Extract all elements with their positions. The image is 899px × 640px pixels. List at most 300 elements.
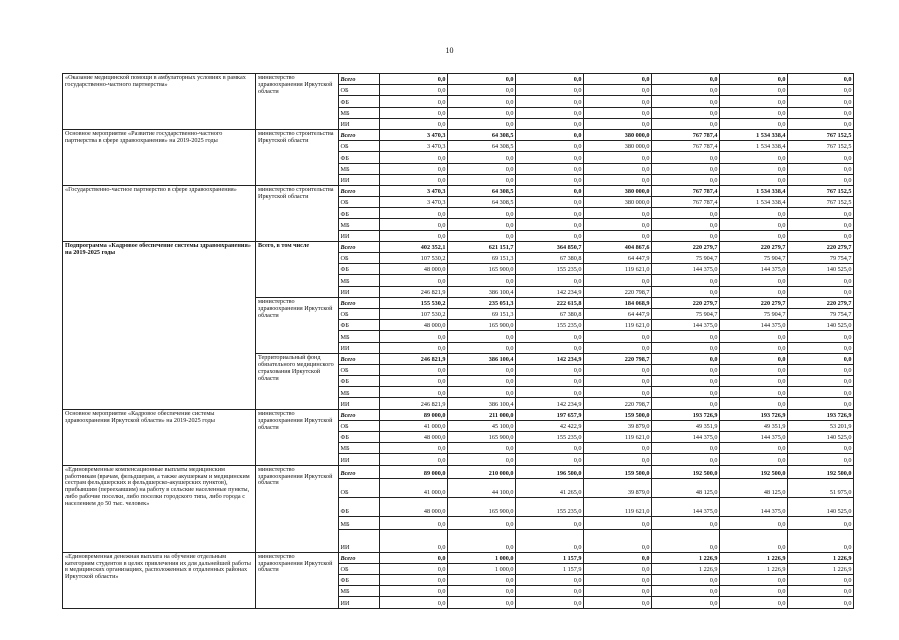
amount-cell: 0,0 bbox=[720, 152, 788, 163]
table-row bbox=[63, 185, 854, 196]
amount-cell: 0,0 bbox=[652, 398, 720, 409]
amount-cell: 0,0 bbox=[584, 376, 652, 387]
funding-source-cell: Всего bbox=[339, 409, 380, 420]
amount-cell: 0,0 bbox=[788, 342, 854, 353]
amount-cell: 0,0 bbox=[788, 286, 854, 297]
amount-cell: 0,0 bbox=[584, 152, 652, 163]
amount-cell: 0,0 bbox=[516, 141, 584, 152]
funding-source-cell: Всего bbox=[339, 185, 380, 196]
amount-cell: 192 500,0 bbox=[720, 465, 788, 478]
amount-cell: 0,0 bbox=[788, 275, 854, 286]
amount-cell: 3 470,3 bbox=[380, 185, 448, 196]
amount-cell: 0,0 bbox=[584, 163, 652, 174]
amount-cell: 0,0 bbox=[584, 563, 652, 574]
amount-cell: 0,0 bbox=[652, 230, 720, 241]
table-row bbox=[63, 465, 854, 478]
amount-cell: 0,0 bbox=[448, 208, 516, 219]
amount-cell: 0,0 bbox=[448, 387, 516, 398]
amount-cell: 0,0 bbox=[788, 516, 854, 529]
amount-cell: 0,0 bbox=[584, 107, 652, 118]
amount-cell: 0,0 bbox=[584, 597, 652, 608]
amount-cell: 1 157,9 bbox=[516, 552, 584, 563]
amount-cell: 0,0 bbox=[448, 574, 516, 585]
amount-cell: 0,0 bbox=[788, 364, 854, 375]
amount-cell: 0,0 bbox=[720, 387, 788, 398]
amount-cell: 0,0 bbox=[380, 552, 448, 563]
amount-cell: 0,0 bbox=[652, 342, 720, 353]
funding-source-cell: ОБ bbox=[339, 420, 380, 431]
amount-cell: 0,0 bbox=[720, 219, 788, 230]
amount-cell: 380 000,0 bbox=[584, 185, 652, 196]
amount-cell: 69 151,3 bbox=[448, 253, 516, 264]
amount-cell: 75 904,7 bbox=[720, 308, 788, 319]
funding-source-cell: Всего bbox=[339, 74, 380, 85]
amount-cell: 0,0 bbox=[380, 219, 448, 230]
amount-cell: 67 380,8 bbox=[516, 253, 584, 264]
amount-cell: 380 000,0 bbox=[584, 141, 652, 152]
amount-cell: 0,0 bbox=[720, 331, 788, 342]
amount-cell: 0,0 bbox=[516, 586, 584, 597]
amount-cell: 67 380,8 bbox=[516, 308, 584, 319]
amount-cell: 79 754,7 bbox=[788, 253, 854, 264]
program-name-cell: «Государственно-частное партнерство в сфере здравоохранения» bbox=[63, 185, 256, 241]
amount-cell: 0,0 bbox=[516, 342, 584, 353]
amount-cell: 0,0 bbox=[652, 107, 720, 118]
amount-cell: 1 226,9 bbox=[788, 563, 854, 574]
amount-cell: 0,0 bbox=[380, 208, 448, 219]
funding-source-cell: ОБ bbox=[339, 478, 380, 497]
amount-cell: 159 500,0 bbox=[584, 465, 652, 478]
amount-cell: 0,0 bbox=[720, 597, 788, 608]
amount-cell: 140 525,0 bbox=[788, 320, 854, 331]
amount-cell: 75 904,7 bbox=[720, 253, 788, 264]
amount-cell: 0,0 bbox=[652, 387, 720, 398]
amount-cell: 140 525,0 bbox=[788, 264, 854, 275]
program-name-cell: Основное мероприятие «Кадровое обеспечение системы здравоохранения Иркутской области» на 2019-2025 годы bbox=[63, 409, 256, 465]
amount-cell: 0,0 bbox=[380, 174, 448, 185]
amount-cell: 0,0 bbox=[584, 454, 652, 465]
amount-cell: 0,0 bbox=[652, 118, 720, 129]
funding-source-cell: ИИ bbox=[339, 230, 380, 241]
amount-cell: 0,0 bbox=[652, 208, 720, 219]
amount-cell: 0,0 bbox=[652, 74, 720, 85]
program-name-cell: «Оказание медицинской помощи в амбулаторных условиях в рамках государственно-частного партнерства» bbox=[63, 74, 256, 130]
funding-source-cell: ФБ bbox=[339, 320, 380, 331]
amount-cell: 0,0 bbox=[652, 286, 720, 297]
budget-table bbox=[62, 73, 854, 609]
amount-cell: 0,0 bbox=[652, 174, 720, 185]
amount-cell: 0,0 bbox=[380, 107, 448, 118]
amount-cell: 0,0 bbox=[516, 85, 584, 96]
funding-source-cell: МБ bbox=[339, 219, 380, 230]
table-row bbox=[63, 129, 854, 140]
amount-cell: 0,0 bbox=[448, 364, 516, 375]
amount-cell: 220 279,7 bbox=[788, 297, 854, 308]
amount-cell: 75 904,7 bbox=[652, 308, 720, 319]
amount-cell: 3 470,3 bbox=[380, 197, 448, 208]
amount-cell: 48 000,0 bbox=[380, 264, 448, 275]
amount-cell: 119 621,0 bbox=[584, 432, 652, 443]
amount-cell: 0,0 bbox=[720, 174, 788, 185]
amount-cell: 0,0 bbox=[380, 454, 448, 465]
program-name-cell: «Единовременные компенсационные выплаты медицинским работникам (врачам, фельдшерам, а также акушеркам и медицинским сестрам фельдшерских и фельдшерско-акушерских пунктов), прибывшим (переехавшим) на работу в сельские населенные пункты, либо рабочие поселки, либо поселки городского типа, либо города с населением до 50 тыс. человек» bbox=[63, 465, 256, 552]
amount-cell: 0,0 bbox=[788, 353, 854, 364]
amount-cell: 0,0 bbox=[584, 275, 652, 286]
amount-cell: 246 821,9 bbox=[380, 286, 448, 297]
table-row bbox=[63, 552, 854, 563]
amount-cell: 142 234,9 bbox=[516, 398, 584, 409]
amount-cell: 39 879,0 bbox=[584, 420, 652, 431]
amount-cell: 193 726,9 bbox=[652, 409, 720, 420]
amount-cell: 621 151,7 bbox=[448, 241, 516, 252]
amount-cell: 767 787,4 bbox=[652, 141, 720, 152]
amount-cell: 0,0 bbox=[720, 275, 788, 286]
amount-cell: 0,0 bbox=[584, 118, 652, 129]
amount-cell: 197 657,9 bbox=[516, 409, 584, 420]
amount-cell: 193 726,9 bbox=[788, 409, 854, 420]
amount-cell: 0,0 bbox=[448, 597, 516, 608]
amount-cell: 0,0 bbox=[788, 85, 854, 96]
amount-cell: 0,0 bbox=[448, 454, 516, 465]
amount-cell: 0,0 bbox=[516, 118, 584, 129]
amount-cell: 0,0 bbox=[584, 96, 652, 107]
amount-cell: 404 867,6 bbox=[584, 241, 652, 252]
amount-cell: 0,0 bbox=[584, 443, 652, 454]
amount-cell: 767 152,5 bbox=[788, 185, 854, 196]
amount-cell: 3 470,3 bbox=[380, 129, 448, 140]
amount-cell: 0,0 bbox=[652, 163, 720, 174]
amount-cell: 0,0 bbox=[788, 96, 854, 107]
amount-cell: 0,0 bbox=[652, 85, 720, 96]
funding-source-cell: ОБ bbox=[339, 563, 380, 574]
amount-cell: 0,0 bbox=[584, 529, 652, 552]
amount-cell: 75 904,7 bbox=[652, 253, 720, 264]
amount-cell: 0,0 bbox=[584, 586, 652, 597]
amount-cell: 0,0 bbox=[516, 185, 584, 196]
amount-cell: 0,0 bbox=[788, 331, 854, 342]
amount-cell: 0,0 bbox=[788, 597, 854, 608]
amount-cell: 0,0 bbox=[380, 74, 448, 85]
amount-cell: 0,0 bbox=[720, 118, 788, 129]
amount-cell: 0,0 bbox=[652, 597, 720, 608]
amount-cell: 64 308,5 bbox=[448, 141, 516, 152]
amount-cell: 155 235,0 bbox=[516, 264, 584, 275]
amount-cell: 767 152,5 bbox=[788, 197, 854, 208]
funding-source-cell: ИИ bbox=[339, 118, 380, 129]
amount-cell: 767 787,4 bbox=[652, 129, 720, 140]
amount-cell: 53 201,9 bbox=[788, 420, 854, 431]
amount-cell: 142 234,9 bbox=[516, 353, 584, 364]
funding-source-cell: ОБ bbox=[339, 141, 380, 152]
amount-cell: 1 226,9 bbox=[652, 552, 720, 563]
funding-source-cell: МБ bbox=[339, 516, 380, 529]
amount-cell: 220 798,7 bbox=[584, 398, 652, 409]
amount-cell: 1 534 338,4 bbox=[720, 197, 788, 208]
funding-source-cell: ИИ bbox=[339, 597, 380, 608]
amount-cell: 89 000,0 bbox=[380, 409, 448, 420]
amount-cell: 380 000,0 bbox=[584, 129, 652, 140]
amount-cell: 0,0 bbox=[720, 163, 788, 174]
amount-cell: 0,0 bbox=[788, 586, 854, 597]
amount-cell: 196 500,0 bbox=[516, 465, 584, 478]
amount-cell: 0,0 bbox=[448, 219, 516, 230]
funding-source-cell: ФБ bbox=[339, 208, 380, 219]
funding-source-cell: Всего bbox=[339, 129, 380, 140]
amount-cell: 0,0 bbox=[448, 376, 516, 387]
amount-cell: 210 000,0 bbox=[448, 465, 516, 478]
funding-source-cell: ОБ bbox=[339, 253, 380, 264]
executor-cell: министерство здравоохранения Иркутской области bbox=[256, 552, 339, 608]
amount-cell: 0,0 bbox=[788, 398, 854, 409]
amount-cell: 0,0 bbox=[652, 353, 720, 364]
amount-cell: 69 151,3 bbox=[448, 308, 516, 319]
amount-cell: 0,0 bbox=[584, 552, 652, 563]
amount-cell: 0,0 bbox=[652, 516, 720, 529]
amount-cell: 0,0 bbox=[516, 574, 584, 585]
amount-cell: 49 351,9 bbox=[720, 420, 788, 431]
amount-cell: 0,0 bbox=[380, 342, 448, 353]
amount-cell: 0,0 bbox=[788, 230, 854, 241]
amount-cell: 0,0 bbox=[584, 574, 652, 585]
amount-cell: 144 375,0 bbox=[652, 264, 720, 275]
amount-cell: 41 000,0 bbox=[380, 420, 448, 431]
amount-cell: 0,0 bbox=[584, 342, 652, 353]
amount-cell: 0,0 bbox=[380, 331, 448, 342]
amount-cell: 119 621,0 bbox=[584, 264, 652, 275]
funding-source-cell: ФБ bbox=[339, 152, 380, 163]
budget-table-body bbox=[63, 74, 854, 609]
amount-cell: 380 000,0 bbox=[584, 197, 652, 208]
amount-cell: 0,0 bbox=[516, 197, 584, 208]
amount-cell: 0,0 bbox=[448, 586, 516, 597]
amount-cell: 220 279,7 bbox=[720, 241, 788, 252]
executor-cell: министерство здравоохранения Иркутской области bbox=[256, 297, 339, 353]
amount-cell: 0,0 bbox=[788, 387, 854, 398]
amount-cell: 0,0 bbox=[788, 174, 854, 185]
amount-cell: 0,0 bbox=[788, 529, 854, 552]
amount-cell: 193 726,9 bbox=[720, 409, 788, 420]
amount-cell: 0,0 bbox=[448, 174, 516, 185]
amount-cell: 0,0 bbox=[448, 96, 516, 107]
amount-cell: 0,0 bbox=[448, 275, 516, 286]
funding-source-cell: ФБ bbox=[339, 264, 380, 275]
amount-cell: 192 500,0 bbox=[788, 465, 854, 478]
amount-cell: 0,0 bbox=[720, 208, 788, 219]
amount-cell: 41 000,0 bbox=[380, 478, 448, 497]
amount-cell: 155 235,0 bbox=[516, 432, 584, 443]
amount-cell: 0,0 bbox=[380, 230, 448, 241]
table-row bbox=[63, 409, 854, 420]
amount-cell: 44 100,0 bbox=[448, 478, 516, 497]
amount-cell: 0,0 bbox=[516, 376, 584, 387]
funding-source-cell: ФБ bbox=[339, 96, 380, 107]
amount-cell: 0,0 bbox=[448, 152, 516, 163]
amount-cell: 364 850,7 bbox=[516, 241, 584, 252]
amount-cell: 0,0 bbox=[788, 152, 854, 163]
amount-cell: 0,0 bbox=[380, 364, 448, 375]
amount-cell: 220 798,7 bbox=[584, 286, 652, 297]
amount-cell: 107 530,2 bbox=[380, 308, 448, 319]
amount-cell: 0,0 bbox=[516, 443, 584, 454]
program-name-cell: «Единовременная денежная выплата на обучение отдельным категориям студентов в целях привлечения их для дальнейшей работы в медицинских организациях, расположенных в отдаленных районах Иркутской области» bbox=[63, 552, 256, 608]
amount-cell: 0,0 bbox=[788, 107, 854, 118]
amount-cell: 64 447,9 bbox=[584, 253, 652, 264]
amount-cell: 0,0 bbox=[720, 74, 788, 85]
amount-cell: 41 265,0 bbox=[516, 478, 584, 497]
amount-cell: 0,0 bbox=[516, 208, 584, 219]
amount-cell: 1 226,9 bbox=[720, 552, 788, 563]
amount-cell: 0,0 bbox=[720, 443, 788, 454]
amount-cell: 0,0 bbox=[516, 129, 584, 140]
amount-cell: 0,0 bbox=[516, 454, 584, 465]
amount-cell: 0,0 bbox=[448, 85, 516, 96]
amount-cell: 0,0 bbox=[720, 529, 788, 552]
funding-source-cell: ФБ bbox=[339, 432, 380, 443]
funding-source-cell: Всего bbox=[339, 552, 380, 563]
amount-cell: 0,0 bbox=[584, 85, 652, 96]
amount-cell: 1 226,9 bbox=[788, 552, 854, 563]
amount-cell: 1 226,9 bbox=[652, 563, 720, 574]
amount-cell: 0,0 bbox=[516, 516, 584, 529]
amount-cell: 0,0 bbox=[516, 529, 584, 552]
funding-source-cell: МБ bbox=[339, 163, 380, 174]
amount-cell: 220 279,7 bbox=[652, 241, 720, 252]
amount-cell: 45 100,0 bbox=[448, 420, 516, 431]
amount-cell: 0,0 bbox=[448, 118, 516, 129]
amount-cell: 0,0 bbox=[516, 275, 584, 286]
amount-cell: 0,0 bbox=[380, 118, 448, 129]
amount-cell: 0,0 bbox=[516, 152, 584, 163]
amount-cell: 0,0 bbox=[380, 586, 448, 597]
amount-cell: 165 900,0 bbox=[448, 320, 516, 331]
amount-cell: 0,0 bbox=[652, 376, 720, 387]
amount-cell: 0,0 bbox=[584, 219, 652, 230]
amount-cell: 386 100,4 bbox=[448, 353, 516, 364]
amount-cell: 0,0 bbox=[652, 331, 720, 342]
amount-cell: 0,0 bbox=[584, 208, 652, 219]
amount-cell: 0,0 bbox=[720, 516, 788, 529]
amount-cell: 0,0 bbox=[652, 529, 720, 552]
amount-cell: 0,0 bbox=[652, 275, 720, 286]
amount-cell: 1 157,9 bbox=[516, 563, 584, 574]
executor-cell: Территориальный фонд обязательного медицинского страхования Иркутской области bbox=[256, 353, 339, 409]
amount-cell: 0,0 bbox=[584, 387, 652, 398]
amount-cell: 64 308,5 bbox=[448, 197, 516, 208]
amount-cell: 0,0 bbox=[720, 454, 788, 465]
amount-cell: 0,0 bbox=[720, 586, 788, 597]
amount-cell: 0,0 bbox=[516, 74, 584, 85]
amount-cell: 0,0 bbox=[448, 529, 516, 552]
amount-cell: 0,0 bbox=[652, 454, 720, 465]
funding-source-cell: ФБ bbox=[339, 497, 380, 516]
amount-cell: 402 352,1 bbox=[380, 241, 448, 252]
amount-cell: 165 900,0 bbox=[448, 264, 516, 275]
funding-source-cell: ИИ bbox=[339, 342, 380, 353]
funding-source-cell: ОБ bbox=[339, 85, 380, 96]
amount-cell: 119 621,0 bbox=[584, 497, 652, 516]
amount-cell: 220 279,7 bbox=[720, 297, 788, 308]
amount-cell: 0,0 bbox=[448, 163, 516, 174]
executor-cell: министерство строительства Иркутской области bbox=[256, 185, 339, 241]
funding-source-cell: ОБ bbox=[339, 308, 380, 319]
amount-cell: 0,0 bbox=[380, 152, 448, 163]
amount-cell: 235 051,3 bbox=[448, 297, 516, 308]
funding-source-cell: МБ bbox=[339, 443, 380, 454]
amount-cell: 144 375,0 bbox=[720, 264, 788, 275]
amount-cell: 0,0 bbox=[584, 516, 652, 529]
amount-cell: 144 375,0 bbox=[720, 432, 788, 443]
funding-source-cell: МБ bbox=[339, 107, 380, 118]
amount-cell: 51 975,0 bbox=[788, 478, 854, 497]
page-number: 10 bbox=[445, 46, 454, 55]
amount-cell: 140 525,0 bbox=[788, 497, 854, 516]
amount-cell: 0,0 bbox=[720, 286, 788, 297]
amount-cell: 0,0 bbox=[380, 96, 448, 107]
amount-cell: 0,0 bbox=[516, 107, 584, 118]
amount-cell: 386 100,4 bbox=[448, 398, 516, 409]
amount-cell: 0,0 bbox=[652, 219, 720, 230]
amount-cell: 1 000,0 bbox=[448, 563, 516, 574]
amount-cell: 119 621,0 bbox=[584, 320, 652, 331]
amount-cell: 0,0 bbox=[380, 443, 448, 454]
amount-cell: 0,0 bbox=[448, 342, 516, 353]
amount-cell: 0,0 bbox=[380, 516, 448, 529]
amount-cell: 220 279,7 bbox=[788, 241, 854, 252]
amount-cell: 107 530,2 bbox=[380, 253, 448, 264]
amount-cell: 0,0 bbox=[584, 230, 652, 241]
amount-cell: 0,0 bbox=[516, 597, 584, 608]
amount-cell: 0,0 bbox=[516, 96, 584, 107]
amount-cell: 0,0 bbox=[720, 230, 788, 241]
executor-cell: министерство здравоохранения Иркутской области bbox=[256, 409, 339, 465]
amount-cell: 42 422,9 bbox=[516, 420, 584, 431]
amount-cell: 144 375,0 bbox=[720, 320, 788, 331]
amount-cell: 0,0 bbox=[652, 364, 720, 375]
amount-cell: 0,0 bbox=[448, 331, 516, 342]
funding-source-cell: ИИ bbox=[339, 286, 380, 297]
amount-cell: 0,0 bbox=[380, 387, 448, 398]
amount-cell: 0,0 bbox=[652, 586, 720, 597]
amount-cell: 0,0 bbox=[720, 96, 788, 107]
amount-cell: 0,0 bbox=[516, 230, 584, 241]
amount-cell: 0,0 bbox=[516, 174, 584, 185]
amount-cell: 220 798,7 bbox=[584, 353, 652, 364]
amount-cell: 1 534 338,4 bbox=[720, 141, 788, 152]
amount-cell: 144 375,0 bbox=[720, 497, 788, 516]
amount-cell: 0,0 bbox=[720, 353, 788, 364]
amount-cell: 140 525,0 bbox=[788, 432, 854, 443]
amount-cell: 64 447,9 bbox=[584, 308, 652, 319]
amount-cell: 165 900,0 bbox=[448, 497, 516, 516]
funding-source-cell: ИИ bbox=[339, 529, 380, 552]
amount-cell: 767 787,4 bbox=[652, 197, 720, 208]
funding-source-cell: Всего bbox=[339, 297, 380, 308]
amount-cell: 0,0 bbox=[720, 342, 788, 353]
amount-cell: 0,0 bbox=[448, 74, 516, 85]
executor-cell: министерство здравоохранения Иркутской области bbox=[256, 465, 339, 552]
amount-cell: 0,0 bbox=[788, 454, 854, 465]
amount-cell: 1 000,0 bbox=[448, 552, 516, 563]
amount-cell: 0,0 bbox=[516, 387, 584, 398]
executor-cell: министерство здравоохранения Иркутской области bbox=[256, 74, 339, 130]
amount-cell: 3 470,3 bbox=[380, 141, 448, 152]
executor-cell: министерство строительства Иркутской области bbox=[256, 129, 339, 185]
amount-cell: 48 000,0 bbox=[380, 432, 448, 443]
amount-cell: 0,0 bbox=[788, 219, 854, 230]
amount-cell: 0,0 bbox=[584, 331, 652, 342]
funding-source-cell: ИИ bbox=[339, 398, 380, 409]
funding-source-cell: МБ bbox=[339, 586, 380, 597]
